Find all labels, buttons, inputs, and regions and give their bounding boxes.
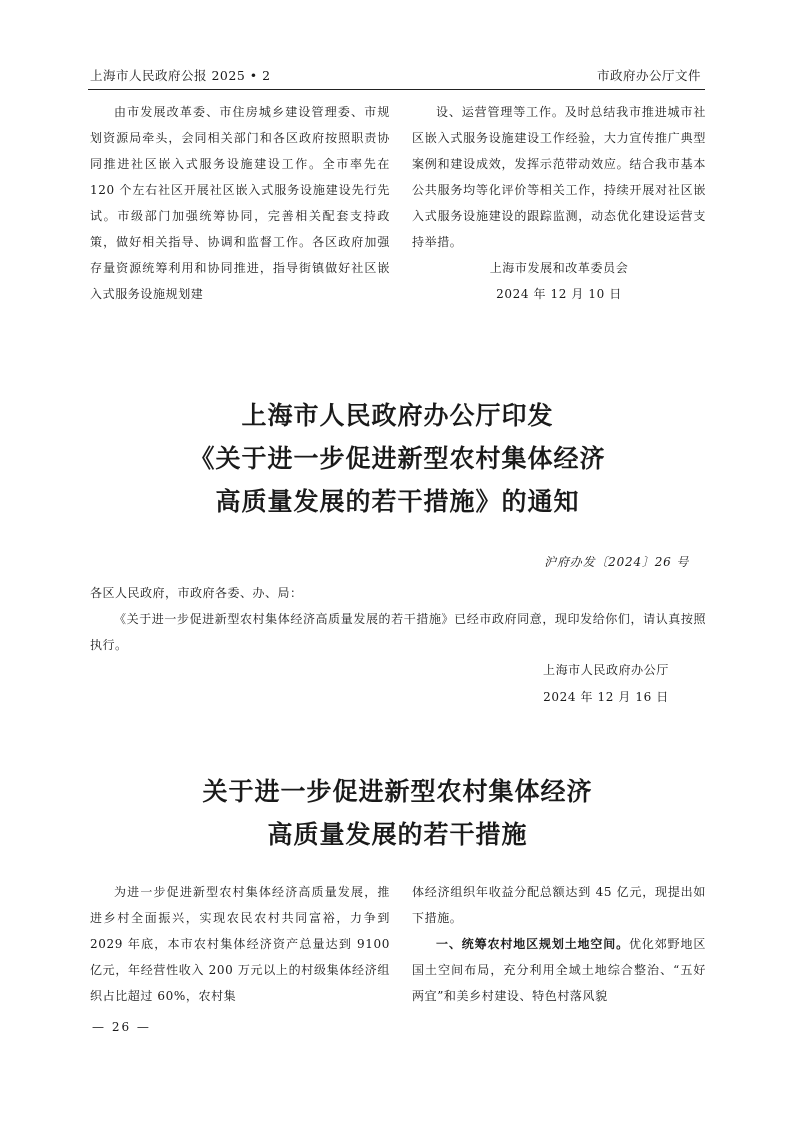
notice-title-line-1: 上海市人民政府办公厅印发 xyxy=(241,401,554,430)
prev-article-left-column xyxy=(90,99,390,307)
publication-title: 上海市人民政府公报 2025 • 2 xyxy=(90,68,271,83)
section-label: 市政府办公厅文件 xyxy=(596,68,701,83)
notice-title-line-3: 高质量发展的若干措施》的通知 xyxy=(215,487,580,516)
measures-title-line-2: 高质量发展的若干措施 xyxy=(267,820,528,849)
measures-left-column xyxy=(90,879,390,1009)
page-number: — 26 — xyxy=(92,1020,151,1034)
section-1-text: 优化郊野地区国土空间布局，充分利用全域土地综合整治、“五好两宜”和美乡村建设、特色村落风貌 xyxy=(412,937,706,1003)
measures-right-column xyxy=(412,879,706,1009)
document-number: 沪府办发〔2024〕26 号 xyxy=(544,555,689,569)
prev-signature-org: 上海市发展和改革委员会 xyxy=(489,261,629,275)
measures-intro: 为进一步促进新型农村集体经济高质量发展，推进乡村全面振兴，实现农民农村共同富裕，力争到 2029 年底，本市农村集体经济资产总量达到 9100 亿元，年经营性收入 200 万元以上的村级集体经济组织占比超过 60%，农村集 xyxy=(90,885,390,1003)
notice-title xyxy=(90,394,705,523)
prev-article-paragraph-cont: 设、运营管理等工作。及时总结我市推进城市社区嵌入式服务设施建设工作经验，大力宣传推广典型案例和建设成效，发挥示范带动效应。结合我市基本公共服务均等化评价等相关工作，持续开展对社区嵌入式服务设施建设的跟踪监测，动态优化建设运营支持举措。 xyxy=(412,105,706,249)
notice-addressee: 各区人民政府，市政府各委、办、局： xyxy=(90,586,303,600)
measures-title xyxy=(90,770,705,856)
header-divider xyxy=(88,89,705,90)
notice-signature-date: 2024 年 12 月 16 日 xyxy=(543,690,669,704)
prev-article-right-column xyxy=(412,99,706,307)
prev-signature-date: 2024 年 12 月 10 日 xyxy=(496,287,622,301)
notice-text: 《关于进一步促进新型农村集体经济高质量发展的若干措施》已经市政府同意，现印发给你们，请认真按照执行。 xyxy=(90,612,706,652)
notice-title-line-2: 《关于进一步促进新型农村集体经济 xyxy=(189,444,606,473)
section-1-heading: 一、统筹农村地区规划土地空间。 xyxy=(436,937,630,951)
measures-intro-cont: 体经济组织年收益分配总额达到 45 亿元，现提出如下措施。 xyxy=(412,885,706,925)
measures-title-line-1: 关于进一步促进新型农村集体经济 xyxy=(202,777,593,806)
notice-body xyxy=(90,580,706,658)
notice-signature-org: 上海市人民政府办公厅 xyxy=(542,663,669,677)
prev-article-paragraph: 由市发展改革委、市住房城乡建设管理委、市规划资源局牵头，会同相关部门和各区政府按照职责协同推进社区嵌入式服务设施建设工作。全市率先在 120 个左右社区开展社区嵌入式服务设施建设先行先试。市级部门加强统筹协同，完善相关配套支持政策，做好相关指导、协调和监督工作。各区政府加强存量资源统筹利用和协同推进，指导街镇做好社区嵌入式服务设施规划建 xyxy=(90,105,390,301)
measures-section-1 xyxy=(412,931,706,1009)
